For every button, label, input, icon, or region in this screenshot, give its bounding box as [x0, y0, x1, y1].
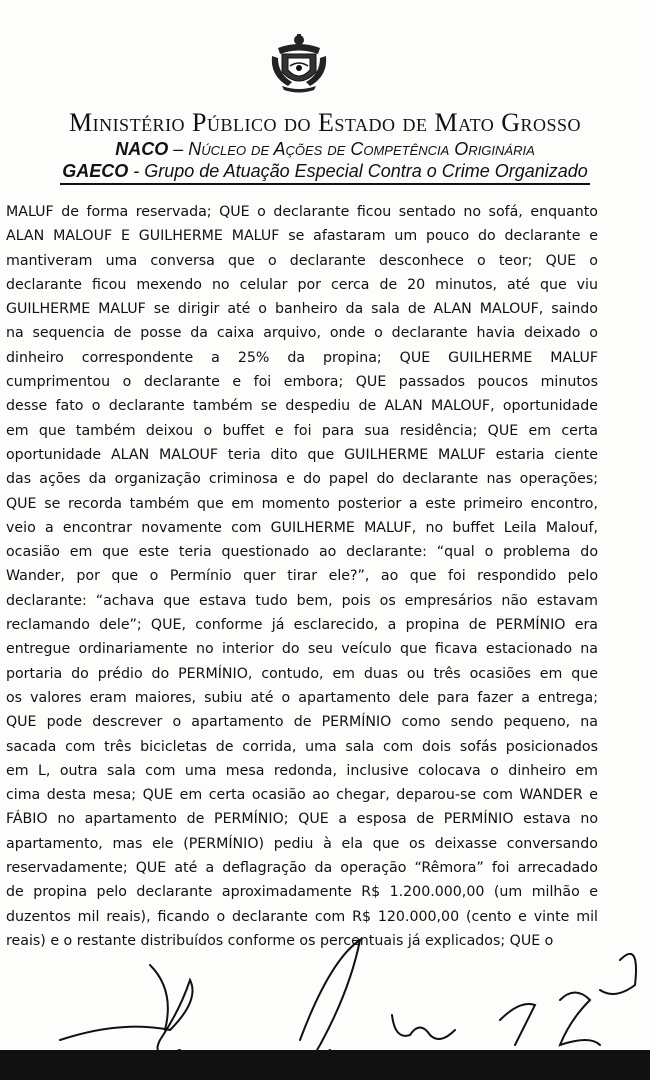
text-line: sacada com três bicicletas de corrida, uma sala com dois sofás posicionados [6, 738, 598, 755]
text-line: GUILHERME MALUF se dirigir até o banheiro da sala de ALAN MALOUF, saindo [6, 301, 598, 318]
testimony-body [6, 200, 598, 953]
text-line: FÁBIO no apartamento de PERMÍNIO; QUE a esposa de PERMÍNIO estava no [6, 811, 598, 828]
text-line: mantiveram uma conversa que o declarante desconhece o teor; QUE o [6, 252, 598, 269]
letterhead [0, 108, 650, 185]
text-line: na sequencia de posse da caixa arquivo, onde o declarante havia deixado o [6, 325, 598, 342]
text-line: duzentos mil reais), ficando o declarante com R$ 120.000,00 (cento e vinte mil [6, 908, 598, 925]
text-line: MALUF de forma reservada; QUE o declarante ficou sentado no sofá, enquanto [6, 204, 598, 220]
scan-edge [0, 1050, 650, 1080]
text-line: veio a encontrar novamente com GUILHERME MALUF, no buffet Leila Malouf, [6, 519, 598, 536]
text-line: entregue ordinariamente no interior do seu veículo que ficava estacionado na [6, 641, 598, 658]
text-line: ocasião em que este teria questionado ao declarante: “qual o problema do [6, 544, 598, 561]
naco-name: – Núcleo de Ações de Competência Originária [173, 139, 535, 159]
naco-abbr: NACO [115, 139, 169, 159]
text-line: das ações da organização criminosa e do papel do declarante nas operações; [6, 471, 598, 488]
text-line: declarante ficou mexendo no celular por cerca de 20 minutos, até que viu [6, 276, 598, 293]
text-line: apartamento, mas ele (PERMÍNIO) pediu à ela que os deixasse conversando [6, 835, 598, 852]
text-line: declarante: “achava que estava tudo bem, pois os empresários não estavam [6, 592, 598, 609]
text-line: QUE pode descrever o apartamento de PERMÍNIO como sendo pequeno, na [6, 714, 598, 731]
text-line: dinheiro correspondente a 25% da propina; QUE GUILHERME MALUF [6, 349, 598, 366]
text-line: portaria do prédio do PERMÍNIO, contudo, em duas ou três ocasiões em que [6, 665, 598, 682]
text-line: cima desta mesa; QUE em certa ocasião ao chegar, deparou-se com WANDER e [6, 787, 598, 804]
gaeco-abbr: GAECO [62, 161, 129, 181]
text-line: reclamando dele”; QUE, conforme já esclarecido, a propina de PERMÍNIO era [6, 617, 598, 634]
text-line: oportunidade ALAN MALOUF teria dito que GUILHERME MALUF estaria ciente [6, 446, 598, 463]
text-line: cumprimentou o declarante e foi embora; QUE passados poucos minutos [6, 374, 598, 391]
coat-of-arms-icon [268, 32, 330, 94]
text-line: reservadamente; QUE até a deflagração da operação “Rêmora” foi arrecadado [6, 860, 598, 877]
gaeco-name: - Grupo de Atuação Especial Contra o Crime Organizado [133, 161, 588, 181]
text-line: Wander, por que o Permínio quer tirar ele?”, ao que foi respondido pelo [6, 568, 598, 585]
text-line: em L, outra sala com uma mesa redonda, inclusive colocava o dinheiro em [6, 762, 598, 779]
text-line: os valores eram maiores, subiu até o apartamento dele para fazer a entrega; [6, 689, 598, 706]
text-line: em que também deixou o buffet e foi para sua residência; QUE em certa [6, 422, 598, 439]
text-line: reais) e o restante distribuídos conforme os percentuais já explicados; QUE o [6, 932, 554, 949]
naco-line [0, 138, 650, 160]
text-line: ALAN MALOUF E GUILHERME MALUF se afastaram um pouco do declarante e [6, 228, 598, 245]
gaeco-line [60, 160, 590, 185]
text-line: de propina pelo declarante aproximadamente R$ 1.200.000,00 (um milhão e [6, 884, 598, 901]
text-line: QUE se recorda também que em momento posterior a este primeiro encontro, [6, 495, 598, 512]
text-line: desse fato o declarante também se despediu de ALAN MALOUF, oportunidade [6, 398, 598, 415]
institution-title: Ministério Público do Estado de Mato Grosso [68, 108, 582, 137]
